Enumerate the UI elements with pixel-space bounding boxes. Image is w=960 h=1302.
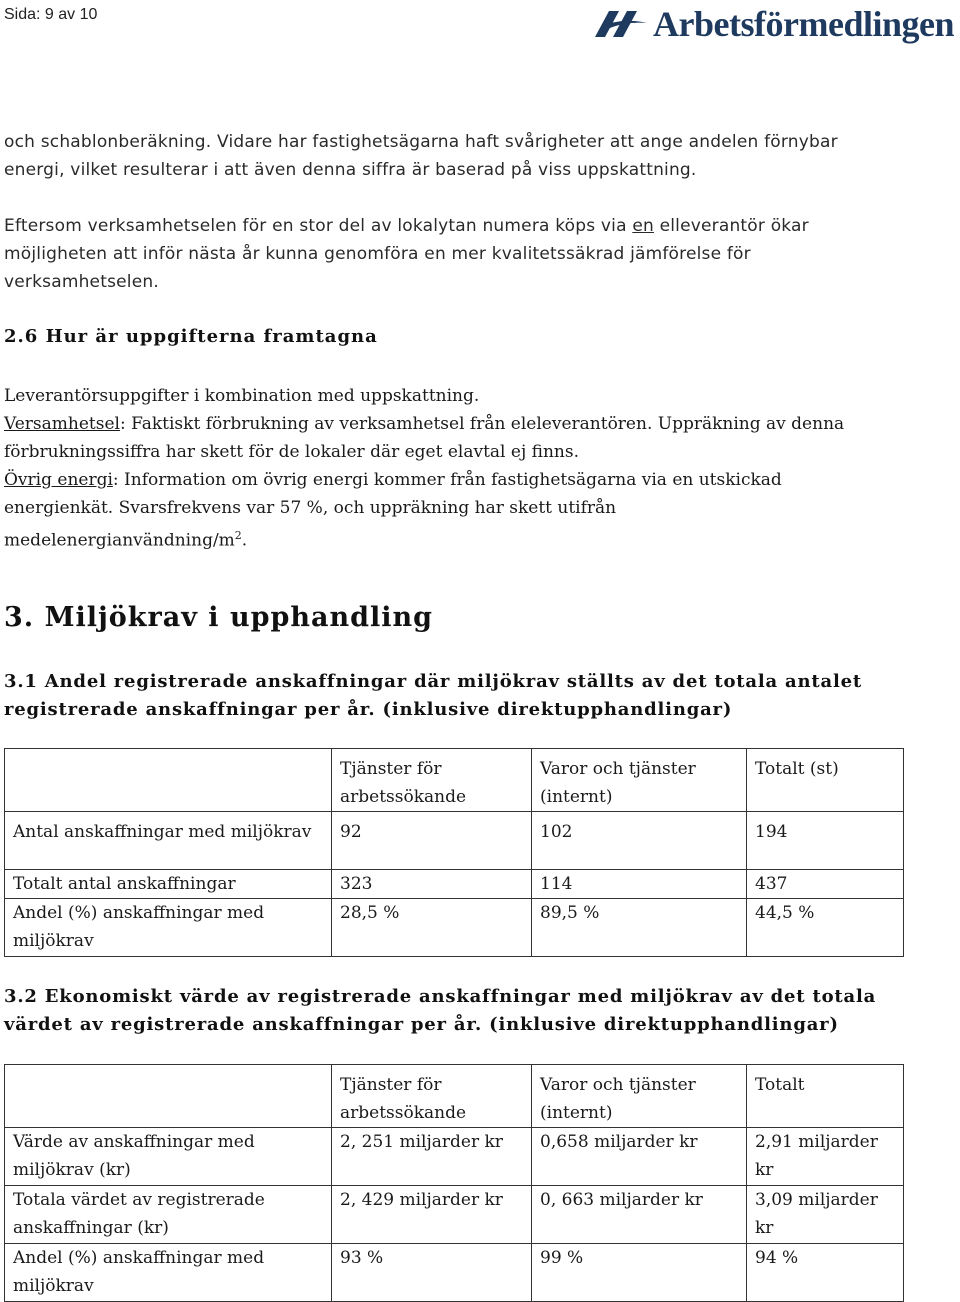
table-cell: 3,09 miljarder kr [747,1186,904,1244]
table-cell: 89,5 % [532,899,747,957]
intro-p2-line3: verksamhetselen. [4,272,159,292]
table-header-cell: Tjänster för arbetssökande [332,749,532,812]
table-cell: 44,5 % [747,899,904,957]
table-cell: 194 [747,812,904,870]
table-row [5,812,904,870]
table-header-cell [5,1065,332,1128]
table-cell: 2,91 miljarder kr [747,1128,904,1186]
table-header-cell: Tjänster för arbetssökande [332,1065,532,1128]
intro-paragraph-2 [4,212,904,296]
table-header-cell: Totalt [747,1065,904,1128]
heading-3-1-line1: 3.1 Andel registrerade anskaffningar där miljökrav ställts av det totala antalet [4,671,862,692]
s26-line6 [4,522,904,555]
table-cell: 92 [332,812,532,870]
intro-p1-line2: energi, vilket resulterar i att även denna siffra är baserad på viss uppskattning. [4,160,697,180]
s26-line5: energienkät. Svarsfrekvens var 57 %, och uppräkning har skett utifrån [4,498,617,518]
ovrig-energi-text: : Information om övrig energi kommer från fastighetsägarna via en utskickad [112,470,782,490]
heading-3-2-line1: 3.2 Ekonomiskt värde av registrerade anskaffningar med miljökrav av det totala [4,986,877,1007]
table-row [5,1244,904,1302]
table-row [5,1186,904,1244]
table-cell: 437 [747,870,904,899]
table-cell: 114 [532,870,747,899]
table-header-cell [5,749,332,812]
table-cell: Andel (%) anskaffningar med miljökrav [5,1244,332,1302]
s26-line6-text: medelenergianvändning/m [4,530,235,551]
table-cell: Totalt antal anskaffningar [5,870,332,899]
intro-paragraph-1 [4,128,904,184]
s26-line1: Leverantörsuppgifter i kombination med uppskattning. [4,386,480,406]
s26-line6-end: . [241,530,248,551]
heading-3-1 [4,668,924,724]
logo-mark-icon [593,7,649,41]
table-header-row [5,749,904,812]
intro-p2-text-a: Eftersom verksamhetselen för en stor del av lokalytan numera köps via [4,216,633,236]
table-row [5,870,904,899]
logo-text: Arbetsförmedlingen [653,4,954,44]
table-header-row [5,1065,904,1128]
table-cell: Andel (%) anskaffningar med miljökrav [5,899,332,957]
section-2-6-body [4,382,904,555]
table-cell: 94 % [747,1244,904,1302]
heading-3-2 [4,983,924,1039]
table-header-cell: Varor och tjänster (internt) [532,1065,747,1128]
table-cell: 102 [532,812,747,870]
heading-3: 3. Miljökrav i upphandling [4,602,433,633]
heading-2-6: 2.6 Hur är uppgifterna framtagna [4,326,378,347]
heading-3-1-line2: registrerade anskaffningar per år. (inklusive direktupphandlingar) [4,699,733,720]
table-cell: 0,658 miljarder kr [532,1128,747,1186]
intro-p2-line2: möjligheten att inför nästa år kunna genomföra en mer kvalitetssäkrad jämförelse för [4,244,751,264]
table-row [5,1128,904,1186]
intro-p2-line1 [4,212,904,240]
versamhetsel-label: Versamhetsel [4,414,120,434]
versamhetsel-text: : Faktiskt förbrukning av verksamhetsel från eleleverantören. Uppräkning av denna [119,414,845,434]
s26-line4 [4,466,904,494]
table-3-2 [4,1064,904,1302]
table-header-cell: Totalt (st) [747,749,904,812]
intro-p1-line1: och schablonberäkning. Vidare har fastighetsägarna haft svårigheter att ange andelen förnybar [4,132,838,152]
table-cell: Antal anskaffningar med miljökrav [5,812,332,870]
table-3-1 [4,748,904,957]
table-cell: 28,5 % [332,899,532,957]
s26-line3: förbrukningssiffra har skett för de lokaler där eget elavtal ej finns. [4,442,579,462]
intro-p2-text-b: elleverantör ökar [653,216,809,236]
table-row [5,899,904,957]
intro-p2-underlined: en [632,216,654,236]
page-indicator: Sida: 9 av 10 [4,6,98,23]
table-cell: 2, 251 miljarder kr [332,1128,532,1186]
table-cell: 323 [332,870,532,899]
table-cell: 2, 429 miljarder kr [332,1186,532,1244]
ovrig-energi-label: Övrig energi [4,470,113,490]
table-cell: 93 % [332,1244,532,1302]
s26-line2 [4,410,904,438]
table-cell: 99 % [532,1244,747,1302]
arbetsformedlingen-logo [593,2,954,46]
table-cell: 0, 663 miljarder kr [532,1186,747,1244]
table-cell: Totala värdet av registrerade anskaffningar (kr) [5,1186,332,1244]
table-cell: Värde av anskaffningar med miljökrav (kr) [5,1128,332,1186]
table-header-cell: Varor och tjänster (internt) [532,749,747,812]
s26-line6-sup: 2 [234,529,242,542]
heading-3-2-line2: värdet av registrerade anskaffningar per år. (inklusive direktupphandlingar) [4,1014,839,1035]
